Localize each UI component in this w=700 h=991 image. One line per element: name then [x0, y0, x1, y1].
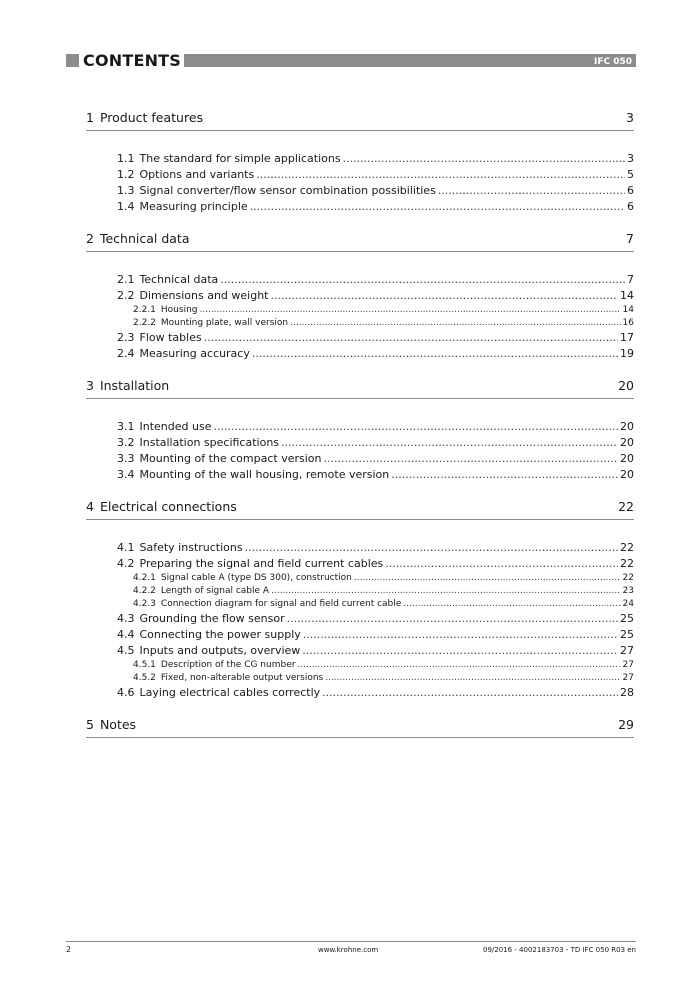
toc-entry[interactable]: [86, 627, 634, 643]
page-title: CONTENTS: [83, 51, 182, 70]
toc-entry-number: 2.4: [117, 347, 135, 360]
toc-entry[interactable]: [86, 672, 634, 685]
toc-entry[interactable]: [86, 199, 634, 215]
toc-entry-page: 3: [627, 152, 634, 165]
dot-leader: [287, 611, 618, 627]
toc-entry-page: 6: [627, 184, 634, 197]
toc-entry-number: 3.4: [117, 468, 135, 481]
toc-entry-number: 4.5.2: [133, 673, 156, 683]
toc-entry-number: 3.1: [117, 420, 135, 433]
chapter-label: [86, 715, 136, 734]
dot-leader: [297, 659, 620, 672]
toc-entry-page: 27: [622, 660, 634, 670]
dot-leader: [281, 435, 618, 451]
dot-leader: [324, 451, 619, 467]
toc-entry[interactable]: [86, 611, 634, 627]
toc-entry-title: Technical data: [139, 273, 219, 286]
dot-leader: [302, 643, 618, 659]
chapter-number: 1: [86, 110, 94, 125]
chapter-heading[interactable]: [86, 497, 634, 516]
toc-entry-title: Description of the CG number: [160, 660, 296, 670]
chapter-title: Product features: [99, 110, 204, 125]
chapter-rule: [86, 737, 634, 738]
dot-leader: [290, 317, 620, 330]
toc-entry-page: 20: [620, 436, 634, 449]
chapter-label: [86, 497, 237, 516]
toc-entry-page: 14: [622, 305, 634, 315]
toc-entry-title: Installation specifications: [139, 436, 280, 449]
toc-entry-page: 24: [622, 599, 634, 609]
toc-entry-title: Connection diagram for signal and field current cable: [160, 599, 402, 609]
chapter-title: Electrical connections: [99, 499, 237, 514]
toc-entry-label: [117, 419, 211, 435]
dot-leader: [354, 572, 621, 585]
toc-entry-number: 2.1: [117, 273, 135, 286]
chapter-label: [86, 376, 169, 395]
chapter-rule: [86, 251, 634, 252]
toc-chapter: [86, 715, 634, 738]
toc-entry-page: 17: [620, 331, 634, 344]
toc-entry-page: 20: [620, 420, 634, 433]
toc-entry-number: 1.1: [117, 152, 135, 165]
dot-leader: [303, 627, 618, 643]
dot-leader: [270, 288, 618, 304]
toc-entry-label: [117, 451, 322, 467]
toc-entry-page: 23: [622, 586, 634, 596]
chapter-page: 3: [626, 110, 634, 125]
toc-entry[interactable]: [86, 585, 634, 598]
toc-entry-number: 4.1: [117, 541, 135, 554]
footer-page-number: 2: [66, 945, 72, 954]
toc-entry[interactable]: [86, 659, 634, 672]
toc-entry-title: Housing: [160, 305, 198, 315]
toc-entry-page: 5: [627, 168, 634, 181]
toc-entry-title: Measuring accuracy: [139, 347, 250, 360]
toc-entry[interactable]: [86, 540, 634, 556]
dot-leader: [245, 540, 618, 556]
chapter-page: 20: [618, 378, 634, 393]
toc-entry-page: 25: [620, 612, 634, 625]
toc-entry-number: 2.2.1: [133, 305, 156, 315]
toc-entry[interactable]: [86, 467, 634, 483]
toc-entry-list: [86, 540, 634, 701]
toc-entry-label: [117, 272, 218, 288]
dot-leader: [343, 151, 625, 167]
toc-entry-title: Length of signal cable A: [160, 586, 270, 596]
toc-chapter: [86, 376, 634, 483]
toc-chapter: [86, 229, 634, 362]
chapter-spacer: [86, 215, 634, 229]
chapter-spacer: [86, 701, 634, 715]
toc-entry[interactable]: [86, 330, 634, 346]
toc-entry-title: Signal converter/flow sensor combination possibilities: [139, 184, 436, 197]
toc-entry-page: 20: [620, 452, 634, 465]
table-of-contents: [86, 108, 634, 738]
chapter-rule: [86, 519, 634, 520]
toc-entry-title: Grounding the flow sensor: [139, 612, 285, 625]
toc-entry-number: 4.2.2: [133, 586, 156, 596]
toc-entry-label: [117, 556, 383, 572]
chapter-title: Technical data: [99, 231, 190, 246]
toc-entry-label: [117, 611, 285, 627]
toc-entry[interactable]: [86, 451, 634, 467]
toc-entry-label: [133, 659, 295, 672]
chapter-label: [86, 229, 189, 248]
toc-entry-number: 4.5.1: [133, 660, 156, 670]
chapter-page: 22: [618, 499, 634, 514]
dot-leader: [438, 183, 625, 199]
footer-document-id: 09/2016 - 4002183703 - TD IFC 050 R03 en: [483, 946, 636, 954]
toc-entry-list: [86, 419, 634, 483]
dot-leader: [200, 304, 621, 317]
toc-entry-label: [133, 598, 401, 611]
dot-leader: [403, 598, 620, 611]
toc-entry[interactable]: [86, 151, 634, 167]
toc-entry-label: [133, 585, 269, 598]
toc-entry-number: 4.2: [117, 557, 135, 570]
toc-chapter: [86, 108, 634, 215]
chapter-rule: [86, 130, 634, 131]
toc-entry-label: [117, 199, 248, 215]
dot-leader: [322, 685, 618, 701]
toc-entry-page: 19: [620, 347, 634, 360]
footer-rule: [66, 941, 636, 942]
document-code: IFC 050: [593, 57, 632, 67]
toc-entry-label: [117, 346, 250, 362]
dot-leader: [252, 346, 618, 362]
chapter-heading[interactable]: [86, 376, 634, 395]
chapter-rule: [86, 398, 634, 399]
toc-entry-title: Measuring principle: [139, 200, 248, 213]
toc-entry-page: 22: [620, 557, 634, 570]
toc-entry-page: 6: [627, 200, 634, 213]
chapter-spacer: [86, 483, 634, 497]
chapter-title: Notes: [99, 717, 137, 732]
toc-entry-label: [117, 330, 202, 346]
toc-entry-number: 3.3: [117, 452, 135, 465]
toc-entry-number: 2.3: [117, 331, 135, 344]
toc-entry-title: Safety instructions: [139, 541, 243, 554]
toc-entry-number: 1.2: [117, 168, 135, 181]
chapter-heading[interactable]: [86, 229, 634, 248]
toc-entry-number: 4.5: [117, 644, 135, 657]
toc-entry-number: 4.2.3: [133, 599, 156, 609]
toc-entry[interactable]: [86, 183, 634, 199]
toc-entry-page: 28: [620, 686, 634, 699]
chapter-heading[interactable]: [86, 108, 634, 127]
toc-entry[interactable]: [86, 572, 634, 585]
toc-entry[interactable]: [86, 556, 634, 572]
header-square-marker: [66, 54, 79, 67]
toc-entry[interactable]: [86, 435, 634, 451]
toc-entry-label: [117, 435, 279, 451]
toc-entry-title: Intended use: [139, 420, 212, 433]
toc-entry-number: 4.3: [117, 612, 135, 625]
toc-entry-page: 27: [622, 673, 634, 683]
toc-entry-page: 14: [620, 289, 634, 302]
toc-entry[interactable]: [86, 346, 634, 362]
toc-entry-page: 20: [620, 468, 634, 481]
toc-entry-label: [117, 467, 389, 483]
toc-entry-page: 22: [622, 573, 634, 583]
toc-entry-label: [117, 540, 243, 556]
chapter-title: Installation: [99, 378, 170, 393]
toc-entry-title: Mounting of the wall housing, remote version: [139, 468, 390, 481]
toc-entry[interactable]: [86, 272, 634, 288]
toc-entry-label: [133, 317, 288, 330]
toc-entry-title: Connecting the power supply: [139, 628, 301, 641]
toc-entry[interactable]: [86, 288, 634, 304]
toc-entry-title: Signal cable A (type DS 300), construction: [160, 573, 352, 583]
toc-entry-title: The standard for simple applications: [139, 152, 341, 165]
dot-leader: [391, 467, 618, 483]
toc-entry-page: 22: [620, 541, 634, 554]
dot-leader: [250, 199, 625, 215]
toc-entry-label: [133, 672, 323, 685]
toc-entry-number: 1.3: [117, 184, 135, 197]
toc-entry-label: [117, 151, 341, 167]
toc-entry-label: [117, 627, 301, 643]
toc-entry-page: 16: [622, 318, 634, 328]
chapter-heading[interactable]: [86, 715, 634, 734]
toc-entry-label: [117, 183, 436, 199]
toc-entry-page: 25: [620, 628, 634, 641]
chapter-number: 2: [86, 231, 94, 246]
toc-entry[interactable]: [86, 598, 634, 611]
toc-entry-title: Laying electrical cables correctly: [139, 686, 321, 699]
toc-entry-title: Options and variants: [139, 168, 255, 181]
toc-entry[interactable]: [86, 685, 634, 701]
toc-entry-list: [86, 272, 634, 362]
dot-leader: [271, 585, 620, 598]
toc-entry[interactable]: [86, 643, 634, 659]
dot-leader: [213, 419, 618, 435]
chapter-number: 4: [86, 499, 94, 514]
toc-entry-title: Inputs and outputs, overview: [139, 644, 301, 657]
toc-entry-page: 7: [627, 273, 634, 286]
toc-entry-number: 2.2.2: [133, 318, 156, 328]
toc-entry[interactable]: [86, 167, 634, 183]
toc-entry-title: Flow tables: [139, 331, 202, 344]
toc-entry-label: [117, 288, 268, 304]
dot-leader: [256, 167, 625, 183]
toc-entry-number: 1.4: [117, 200, 135, 213]
dot-leader: [220, 272, 625, 288]
chapter-number: 3: [86, 378, 94, 393]
toc-entry-number: 4.4: [117, 628, 135, 641]
toc-entry[interactable]: [86, 317, 634, 330]
toc-entry[interactable]: [86, 304, 634, 317]
toc-entry[interactable]: [86, 419, 634, 435]
toc-entry-label: [117, 643, 300, 659]
toc-entry-title: Fixed, non-alterable output versions: [160, 673, 324, 683]
toc-entry-number: 2.2: [117, 289, 135, 302]
toc-entry-title: Mounting plate, wall version: [160, 318, 289, 328]
toc-entry-label: [133, 572, 352, 585]
toc-entry-label: [117, 685, 320, 701]
toc-entry-title: Dimensions and weight: [139, 289, 269, 302]
toc-entry-label: [117, 167, 254, 183]
chapter-spacer: [86, 362, 634, 376]
toc-entry-title: Mounting of the compact version: [139, 452, 322, 465]
chapter-label: [86, 108, 203, 127]
toc-entry-list: [86, 151, 634, 215]
header-bar: [184, 54, 636, 67]
dot-leader: [385, 556, 618, 572]
toc-entry-number: 4.6: [117, 686, 135, 699]
toc-entry-number: 4.2.1: [133, 573, 156, 583]
dot-leader: [325, 672, 620, 685]
chapter-page: 7: [626, 231, 634, 246]
toc-entry-label: [133, 304, 198, 317]
toc-entry-page: 27: [620, 644, 634, 657]
toc-entry-title: Preparing the signal and field current cables: [139, 557, 384, 570]
chapter-number: 5: [86, 717, 94, 732]
page-header: [66, 52, 636, 70]
chapter-page: 29: [618, 717, 634, 732]
toc-chapter: [86, 497, 634, 701]
dot-leader: [204, 330, 618, 346]
footer-website: www.krohne.com: [318, 946, 379, 954]
toc-entry-number: 3.2: [117, 436, 135, 449]
